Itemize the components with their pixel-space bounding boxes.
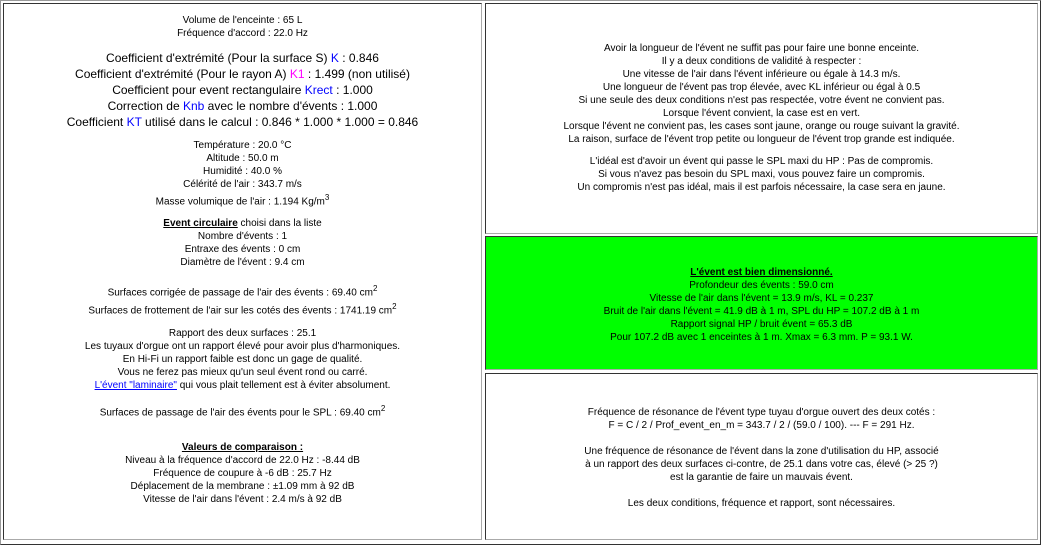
cond-line-2: Il y a deux conditions de validité à respecter : <box>661 56 862 67</box>
laminaire-line: L'évent "laminaire" qui vous plait tellement est à éviter absolument. <box>94 379 391 391</box>
orgue-note-1: Les tuyaux d'orgue ont un rapport élevé pour avoir plus d'harmoniques. <box>84 340 401 352</box>
comp-deplacement-text: Déplacement de la membrane : ±1.09 mm à 92 dB <box>130 481 355 493</box>
entraxe-text: Entraxe des évents : 0 cm <box>184 244 301 256</box>
diametre-text: Diamètre de l'évent : 9.4 cm <box>180 257 305 269</box>
comp-coupure-text: Fréquence de coupure à -6 dB : 25.7 Hz <box>153 468 332 480</box>
volume-text: Volume de l'enceinte : 65 L <box>182 15 303 26</box>
coef-k-line: Coefficient d'extrémité (Pour la surface S) K : 0.846 <box>106 51 379 65</box>
laminaire-link[interactable]: L'évent "laminaire" <box>94 379 177 391</box>
coef-kt-line: Coefficient KT utilisé dans le calcul : 0.846 * 1.000 * 1.000 = 0.846 <box>66 115 419 129</box>
result-bruit: Bruit de l'air dans l'évent = 41.9 dB à 1 m, SPL du HP = 107.2 dB à 1 m <box>603 306 920 317</box>
coef-krect-line: Coefficient pour event rectangulaire Krect : 1.000 <box>112 83 373 97</box>
cond-line-5: Si une seule des deux conditions n'est pas respectée, votre évent ne convient pas. <box>578 95 945 106</box>
orgue-note-3: Vous ne ferez pas mieux qu'un seul évent rond ou carré. <box>117 366 368 378</box>
kt-symbol: KT <box>126 115 142 129</box>
cond-line-7: Lorsque l'évent ne convient pas, les cases sont jaune, orange ou rouge suivant la gravité. <box>563 121 960 132</box>
comparison-title: Valeurs de comparaison : <box>181 442 304 454</box>
orgue-note-2: En Hi-Fi un rapport faible est donc un gage de qualité. <box>122 353 363 365</box>
comp-niveau-text: Niveau à la fréquence d'accord de 22.0 Hz : -8.44 dB <box>125 455 360 467</box>
cond-line-6: Lorsque l'évent convient, la case est en vert. <box>662 108 861 119</box>
resonance-line-2: F = C / 2 / Prof_event_en_m = 343.7 / 2 / (59.0 / 100). --- F = 291 Hz. <box>608 420 915 431</box>
cond-line-11: Un compromis n'est pas idéal, mais il est parfois nécessaire, la case sera en jaune. <box>577 182 946 193</box>
result-pour: Pour 107.2 dB avec 1 enceintes à 1 m. Xmax = 6.3 mm. P = 93.1 W. <box>610 332 913 343</box>
result-title: L'évent est bien dimensionné. <box>690 267 833 278</box>
cond-line-4: Une longueur de l'évent pas trop élevée, avec KL inférieur ou égal à 0.5 <box>602 82 921 93</box>
humidite-text: Humidité : 40.0 % <box>203 166 282 177</box>
result-profondeur: Profondeur des évents : 59.0 cm <box>689 280 834 291</box>
event-type-name: Event circulaire <box>163 218 238 230</box>
knb-symbol: Knb <box>182 99 205 113</box>
surface-frottement-text: Surfaces de frottement de l'air sur les cotés des évents : 1741.19 $cm^2$ <box>88 301 397 316</box>
event-result-panel <box>485 236 1038 370</box>
coef-knb-line: Correction de Knb avec le nombre d'évents : 1.000 <box>107 99 378 113</box>
result-vitesse: Vitesse de l'air dans l'évent = 13.9 m/s, KL = 0.237 <box>649 293 874 304</box>
resonance-line-5: est la garantie de faire un mauvais évent. <box>670 472 853 483</box>
altitude-text: Altitude : 50.0 m <box>206 153 279 164</box>
calc-details-panel <box>3 3 482 540</box>
surface-corrigee-text: Surfaces corrigée de passage de l'air des évents : 69.40 $cm^2$ <box>107 284 378 299</box>
event-type-line: Event circulaire choisi dans la liste <box>163 218 322 230</box>
validity-conditions-panel <box>485 3 1038 234</box>
comp-vitesse-text: Vitesse de l'air dans l'évent : 2.4 m/s à 92 dB <box>143 494 342 506</box>
result-rapport: Rapport signal HP / bruit évent = 65.3 dB <box>670 319 853 330</box>
resonance-line-4: à un rapport des deux surfaces ci-contre, de 25.1 dans votre cas, élevé (> 25 ?) <box>585 459 938 470</box>
krect-symbol: Krect <box>304 83 333 97</box>
resonance-line-6: Les deux conditions, fréquence et rapport, sont nécessaires. <box>627 498 896 509</box>
celerite-text: Célérité de l'air : 343.7 m/s <box>183 179 302 190</box>
resonance-panel <box>485 373 1038 540</box>
cond-line-8: La raison, surface de l'évent trop petite ou longueur de l'évent trop grande est indiquée. <box>568 134 955 145</box>
temperature-text: Température : 20.0 °C <box>193 140 292 151</box>
surface-spl-text: Surfaces de passage de l'air des évents pour le SPL : 69.40 $cm^2$ <box>99 403 386 419</box>
coef-k1-line: Coefficient d'extrémité (Pour le rayon A) K1 : 1.499 (non utilisé) <box>75 67 410 81</box>
cond-line-9: L'idéal est d'avoir un évent qui passe le SPL maxi du HP : Pas de compromis. <box>589 156 934 167</box>
cond-line-1: Avoir la longueur de l'évent ne suffit pas pour faire une bonne enceinte. <box>603 43 920 54</box>
cond-line-10: Si vous n'avez pas besoin du SPL maxi, vous pouvez faire un compromis. <box>598 169 925 180</box>
masse-volumique-text: Masse volumique de l'air : 1.194 $Kg/m^3$ <box>155 193 330 208</box>
resonance-line-1: Fréquence de résonance de l'évent type tuyau d'orgue ouvert des deux cotés : <box>587 407 936 418</box>
cond-line-3: Une vitesse de l'air dans l'évent inférieure ou égale à 14.3 m/s. <box>622 69 901 80</box>
k1-symbol: K1 <box>289 67 305 81</box>
nb-events-text: Nombre d'évents : 1 <box>197 231 288 243</box>
resonance-line-3: Une fréquence de résonance de l'évent dans la zone d'utilisation du HP, associé <box>584 446 939 457</box>
k-symbol: K <box>330 51 339 65</box>
rapport-surfaces-text: Rapport des deux surfaces : 25.1 <box>168 327 317 339</box>
freq-accord-text: Fréquence d'accord : 22.0 Hz <box>177 28 308 39</box>
